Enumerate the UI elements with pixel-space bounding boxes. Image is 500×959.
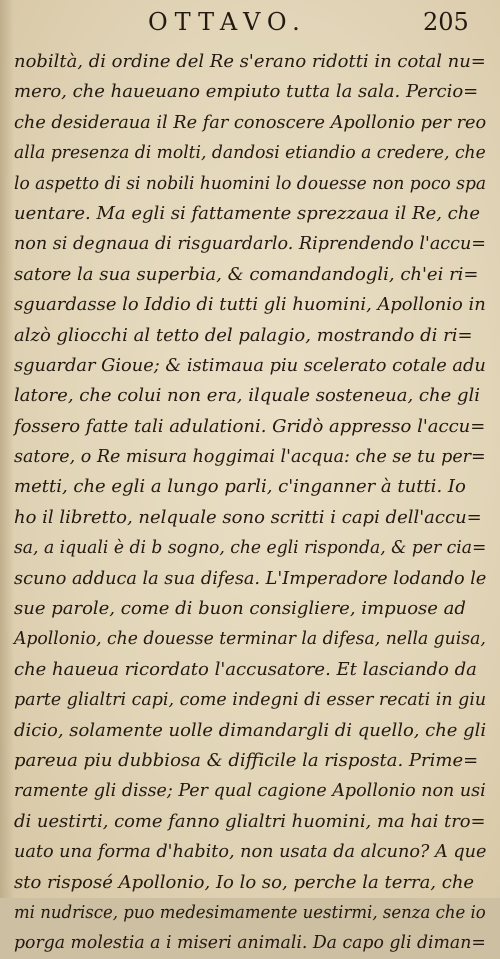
text-line: sa, a iquali è di b sogno, che egli risponda, & per cia= bbox=[14, 537, 487, 559]
text-line: ramente gli disse; Per qual cagione Apollonio non usi bbox=[14, 780, 486, 802]
text-line: satore, o Re misura hoggimai l'acqua: che se tu per= bbox=[14, 446, 486, 468]
text-line: uentare. Ma egli si fattamente sprezzaua il Re, che bbox=[14, 202, 480, 224]
text-line: nobiltà, di ordine del Re s'erano ridotti in cotal nu= bbox=[14, 51, 486, 72]
text-line: Apollonio, che douesse terminar la difesa, nella guisa, bbox=[14, 628, 486, 650]
text-line: pareua piu dubbiosa & difficile la risposta. Prime= bbox=[14, 749, 479, 771]
text-line: che desideraua il Re far conoscere Apollonio per reo bbox=[14, 111, 487, 133]
page-number: 205 bbox=[423, 8, 469, 36]
text-line: sto risposé Apollonio, Io lo so, perche la terra, che bbox=[14, 871, 475, 893]
running-head-title: OTTAVO. bbox=[148, 8, 307, 36]
text-line: sguardar Gioue; & istimaua piu scelerato cotale adu bbox=[14, 354, 486, 376]
text-line: dicio, solamente uolle dimandargli di quello, che gli bbox=[14, 719, 487, 741]
text-line: alla presenza di molti, dandosi etiandio a credere, che bbox=[14, 142, 486, 164]
text-line: non si degnaua di risguardarlo. Riprendendo l'accu= bbox=[14, 233, 486, 255]
text-line: scuno adduca la sua difesa. L'Imperadore lodando le bbox=[14, 567, 487, 589]
text-line: latore, che colui non era, ilquale sosteneua, che gli bbox=[14, 385, 481, 407]
body-text bbox=[14, 47, 486, 959]
text-line: porga molestia a i miseri animali. Da capo gli diman= bbox=[14, 932, 486, 954]
text-line: che haueua ricordato l'accusatore. Et lasciando da bbox=[14, 658, 477, 680]
text-line: lo aspetto di si nobili huomini lo douesse non poco spa bbox=[14, 172, 487, 194]
text-line: satore la sua superbia, & comandandogli, ch'ei ri= bbox=[14, 263, 479, 285]
text-line: parte glialtri capi, come indegni di esser recati in giu bbox=[14, 689, 487, 711]
text-line: mero, che haueuano empiuto tutta la sala. Percio= bbox=[14, 81, 479, 103]
text-line: sue parole, come di buon consigliere, impuose ad bbox=[14, 598, 466, 620]
text-line: metti, che egli a lungo parli, c'inganner à tutti. Io bbox=[14, 476, 466, 498]
text-line: alzò gliocchi al tetto del palagio, mostrando di ri= bbox=[14, 324, 473, 346]
text-line: ho il libretto, nelquale sono scritti i capi dell'accu= bbox=[14, 506, 482, 528]
text-line: uato una forma d'habito, non usata da alcuno? A que bbox=[14, 841, 487, 863]
text-line: mi nudrisce, puo medesimamente uestirmi, senza che io bbox=[14, 901, 486, 923]
running-head bbox=[0, 8, 500, 40]
text-line: di uestirti, come fanno glialtri huomini, ma hai tro= bbox=[14, 810, 486, 832]
text-line: sguardasse lo Iddio di tutti gli huomini, Apollonio in bbox=[14, 294, 486, 316]
text-line: fossero fatte tali adulationi. Gridò appresso l'accu= bbox=[14, 415, 486, 437]
